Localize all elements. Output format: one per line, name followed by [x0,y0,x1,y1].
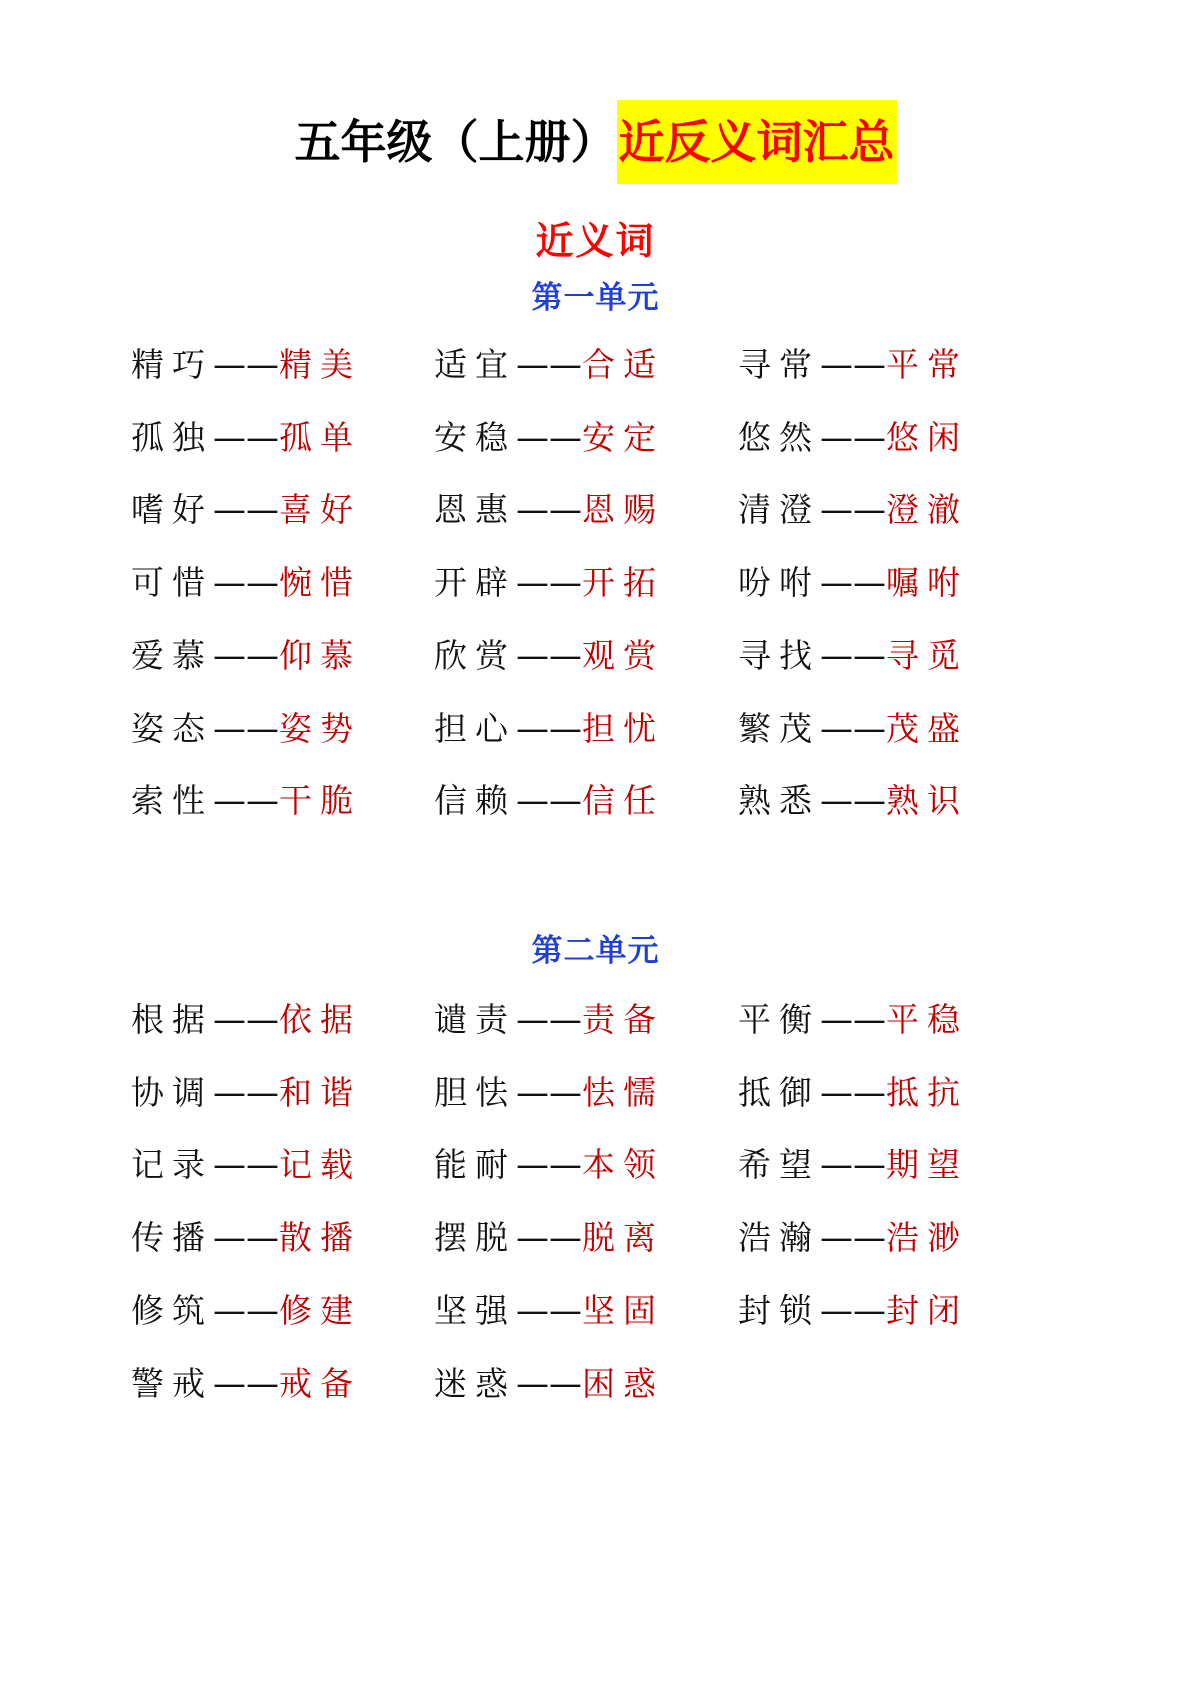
word-pair [738,776,968,826]
table-row [0,1140,1191,1190]
dash-separator: —— [516,490,582,529]
word-pair [738,1213,968,1263]
word-pair [131,413,361,463]
dash-separator: —— [820,709,886,748]
synonym: 封闭 [886,1291,968,1330]
dash-separator: —— [820,563,886,602]
dash-separator: —— [516,781,582,820]
synonym: 仰慕 [279,636,361,675]
word: 记录 [131,1145,213,1184]
word-pair [434,340,664,390]
word: 坚强 [434,1291,516,1330]
word-pair [738,704,968,754]
dash-separator: —— [213,1364,279,1403]
word-pair [434,995,664,1045]
word-pair [434,1359,664,1409]
synonym: 孤单 [279,418,361,457]
word-pair [434,704,664,754]
word-pair [131,558,361,608]
synonym: 抵抗 [886,1073,968,1112]
dash-separator: —— [820,345,886,384]
dash-separator: —— [820,418,886,457]
table-row [0,1359,1191,1409]
dash-separator: —— [820,490,886,529]
word: 能耐 [434,1145,516,1184]
unit-heading-1: 第一单元 [531,280,660,316]
synonym: 惋惜 [279,563,361,602]
synonym: 戒备 [279,1364,361,1403]
synonym: 安定 [582,418,664,457]
word: 寻找 [738,636,820,675]
dash-separator: —— [516,418,582,457]
word-pair [131,1213,361,1263]
page-title [0,100,1191,184]
synonym: 熟识 [886,781,968,820]
word: 清澄 [738,490,820,529]
dash-separator: —— [820,1000,886,1039]
word-pair [131,1068,361,1118]
word-pair [434,1213,664,1263]
dash-separator: —— [213,1218,279,1257]
word-pair [434,1140,664,1190]
word: 繁茂 [738,709,820,748]
synonym: 期望 [886,1145,968,1184]
dash-separator: —— [820,1291,886,1330]
synonym: 喜好 [279,490,361,529]
synonym: 困惑 [582,1364,664,1403]
word: 欣赏 [434,636,516,675]
word: 姿态 [131,709,213,748]
dash-separator: —— [516,1145,582,1184]
table-row [0,558,1191,608]
word-pair [131,995,361,1045]
word-pair [738,485,968,535]
word-pair [131,340,361,390]
word: 传播 [131,1218,213,1257]
word-pair [738,413,968,463]
dash-separator: —— [213,563,279,602]
word-pair [738,340,968,390]
synonym: 平常 [886,345,968,384]
synonym: 开拓 [582,563,664,602]
word: 信赖 [434,781,516,820]
dash-separator: —— [213,418,279,457]
dash-separator: —— [820,636,886,675]
synonym: 精美 [279,345,361,384]
table-row [0,485,1191,535]
word: 适宜 [434,345,516,384]
word: 恩惠 [434,490,516,529]
word-pair [738,995,968,1045]
table-row [0,1286,1191,1336]
word: 可惜 [131,563,213,602]
synonym: 脱离 [582,1218,664,1257]
word: 摆脱 [434,1218,516,1257]
dash-separator: —— [516,636,582,675]
dash-separator: —— [516,1291,582,1330]
table-row [0,340,1191,390]
dash-separator: —— [213,781,279,820]
synonym: 散播 [279,1218,361,1257]
dash-separator: —— [820,1145,886,1184]
word: 嗜好 [131,490,213,529]
word-pair [738,1068,968,1118]
word-pair [434,413,664,463]
dash-separator: —— [213,1073,279,1112]
synonym: 担忧 [582,709,664,748]
synonym: 怯懦 [582,1073,664,1112]
word: 修筑 [131,1291,213,1330]
word: 精巧 [131,345,213,384]
table-row [0,413,1191,463]
dash-separator: —— [213,345,279,384]
synonym: 恩赐 [582,490,664,529]
word: 封锁 [738,1291,820,1330]
synonym: 干脆 [279,781,361,820]
dash-separator: —— [516,563,582,602]
synonym: 姿势 [279,709,361,748]
word-pair [131,776,361,826]
table-row [0,1213,1191,1263]
word: 悠然 [738,418,820,457]
word: 平衡 [738,1000,820,1039]
table-row [0,776,1191,826]
word: 寻常 [738,345,820,384]
word: 熟悉 [738,781,820,820]
table-row [0,1068,1191,1118]
word-pair [131,1140,361,1190]
dash-separator: —— [516,1218,582,1257]
synonym: 和谐 [279,1073,361,1112]
word-pair [434,776,664,826]
word: 胆怯 [434,1073,516,1112]
section-heading-synonyms: 近义词 [535,219,656,263]
synonym: 平稳 [886,1000,968,1039]
word: 希望 [738,1145,820,1184]
word: 浩瀚 [738,1218,820,1257]
word: 开辟 [434,563,516,602]
synonym: 观赏 [582,636,664,675]
table-row [0,631,1191,681]
word: 担心 [434,709,516,748]
dash-separator: —— [820,1073,886,1112]
word-pair [738,631,968,681]
word: 谴责 [434,1000,516,1039]
synonym: 嘱咐 [886,563,968,602]
word-pair [738,1286,968,1336]
word: 协调 [131,1073,213,1112]
dash-separator: —— [516,345,582,384]
synonym: 浩渺 [886,1218,968,1257]
dash-separator: —— [516,709,582,748]
dash-separator: —— [213,1145,279,1184]
synonym: 责备 [582,1000,664,1039]
dash-separator: —— [820,781,886,820]
word: 根据 [131,1000,213,1039]
word-pair [131,631,361,681]
title-highlight: 近反义词汇总 [617,100,897,184]
word: 安稳 [434,418,516,457]
word: 爱慕 [131,636,213,675]
synonym: 寻觅 [886,636,968,675]
table-row [0,704,1191,754]
synonym: 合适 [582,345,664,384]
word: 抵御 [738,1073,820,1112]
word-pair [434,1286,664,1336]
synonym: 修建 [279,1291,361,1330]
word-pair [434,558,664,608]
synonym: 悠闲 [886,418,968,457]
dash-separator: —— [516,1000,582,1039]
word-pair [131,1359,361,1409]
word-pair [434,1068,664,1118]
word-pair [434,631,664,681]
word: 警戒 [131,1364,213,1403]
dash-separator: —— [213,709,279,748]
word-pair [738,1140,968,1190]
word-pair [434,485,664,535]
word: 吩咐 [738,563,820,602]
word: 迷惑 [434,1364,516,1403]
dash-separator: —— [213,490,279,529]
word: 孤独 [131,418,213,457]
dash-separator: —— [213,636,279,675]
dash-separator: —— [516,1073,582,1112]
table-row [0,995,1191,1045]
word-pair [131,704,361,754]
word-pair [131,485,361,535]
word: 索性 [131,781,213,820]
unit-heading-2: 第二单元 [531,933,660,969]
word-pair [131,1286,361,1336]
dash-separator: —— [213,1000,279,1039]
word-pair [738,558,968,608]
synonym: 记载 [279,1145,361,1184]
synonym: 信任 [582,781,664,820]
dash-separator: —— [516,1364,582,1403]
synonym: 澄澈 [886,490,968,529]
synonym: 依据 [279,1000,361,1039]
title-prefix: 五年级（上册） [294,115,617,169]
dash-separator: —— [820,1218,886,1257]
synonym: 坚固 [582,1291,664,1330]
synonym: 茂盛 [886,709,968,748]
dash-separator: —— [213,1291,279,1330]
synonym: 本领 [582,1145,664,1184]
